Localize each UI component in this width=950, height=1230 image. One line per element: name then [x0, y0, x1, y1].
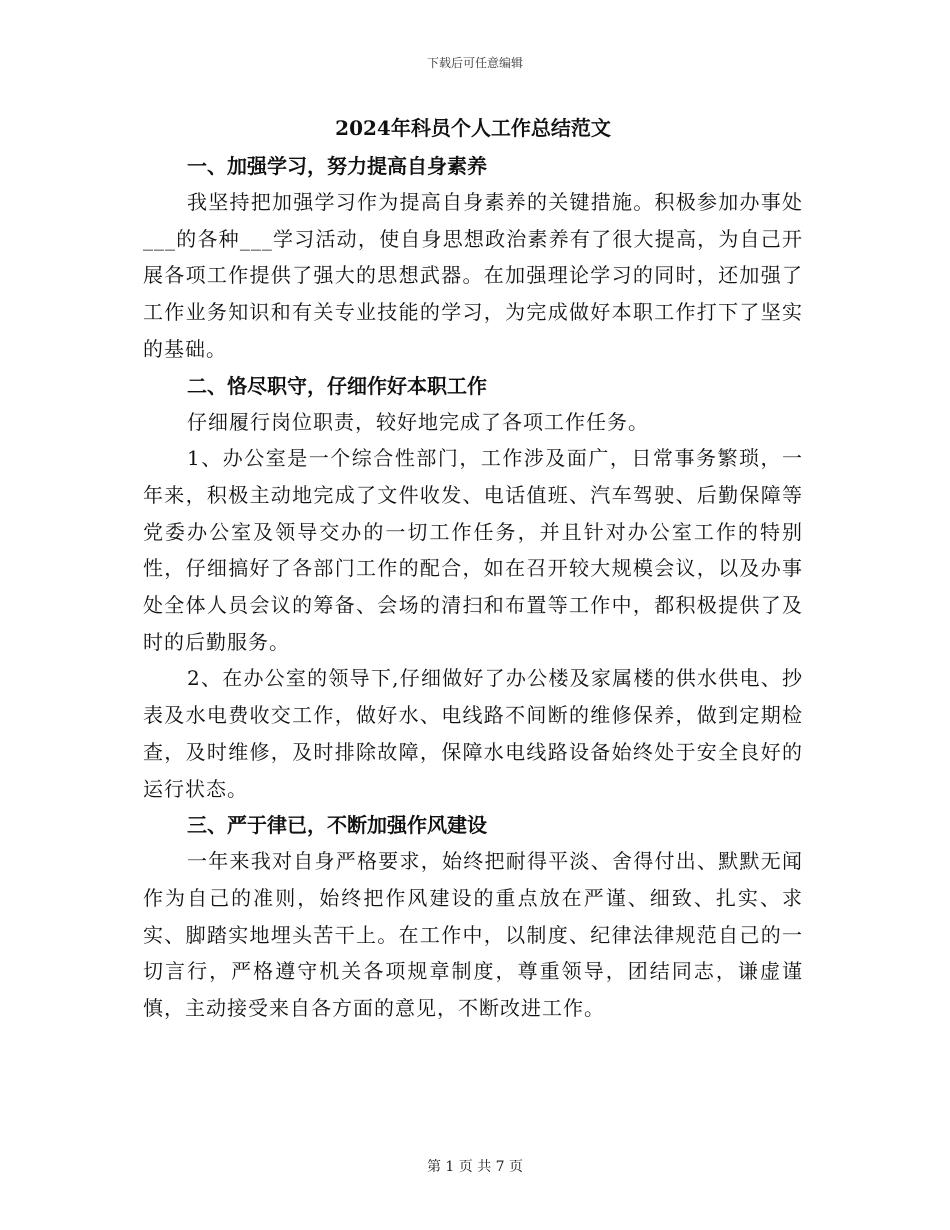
- paragraph: 1、办公室是一个综合性部门，工作涉及面广，日常事务繁琐，一年来，积极主动地完成了文件收发、电话值班、汽车驾驶、后勤保障等党委办公室及领导交办的一切工作任务，并且针对办公室工作的特别性，仔细搞好了各部门工作的配合，如在召开较大规模会议，以及办事处全体人员会议的筹备、会场的清扫和布置等工作中，都积极提供了及时的后勤服务。: [143, 446, 803, 654]
- section-heading: 三、严于律已，不断加强作风建设: [187, 813, 487, 838]
- document-title: 2024年科员个人工作总结范文: [335, 116, 611, 140]
- paragraph: 2、在办公室的领导下,仔细做好了办公楼及家属楼的供水供电、抄表及水电费收交工作，做好水、电线路不间断的维修保养，做到定期检查，及时维修，及时排除故障，保障水电线路设备始终处于安全良好的运行状态。: [143, 666, 803, 801]
- document-body: [143, 112, 803, 1027]
- paragraph: 仔细履行岗位职责，较好地完成了各项工作任务。: [187, 409, 649, 434]
- page-footer: 第 1 页 共 7 页: [426, 1159, 524, 1175]
- section-1: [143, 148, 803, 368]
- section-3: [143, 807, 803, 1027]
- section-heading: 一、加强学习，努力提高自身素养: [187, 154, 487, 178]
- header-note: 下载后可任意编辑: [426, 56, 523, 70]
- paragraph: 我坚持把加强学习作为提高自身素养的关键措施。积极参加办事处___的各种___学习活动，使自身思想政治素养有了很大提高，为自己开展各项工作提供了强大的思想武器。在加强理论学习的同时，还加强了工作业务知识和有关专业技能的学习，为完成做好本职工作打下了坚实的基础。: [143, 190, 803, 361]
- section-2: [143, 368, 803, 808]
- paragraph: 一年来我对自身严格要求，始终把耐得平淡、舍得付出、默默无闻作为自己的准则，始终把作风建设的重点放在严谨、细致、扎实、求实、脚踏实地埋头苦干上。在工作中，以制度、纪律法律规范自己的一切言行，严格遵守机关各项规章制度，尊重领导，团结同志，谦虚谨慎，主动接受来自各方面的意见，不断改进工作。: [143, 849, 803, 1021]
- section-heading: 二、恪尽职守，仔细作好本职工作: [187, 373, 487, 398]
